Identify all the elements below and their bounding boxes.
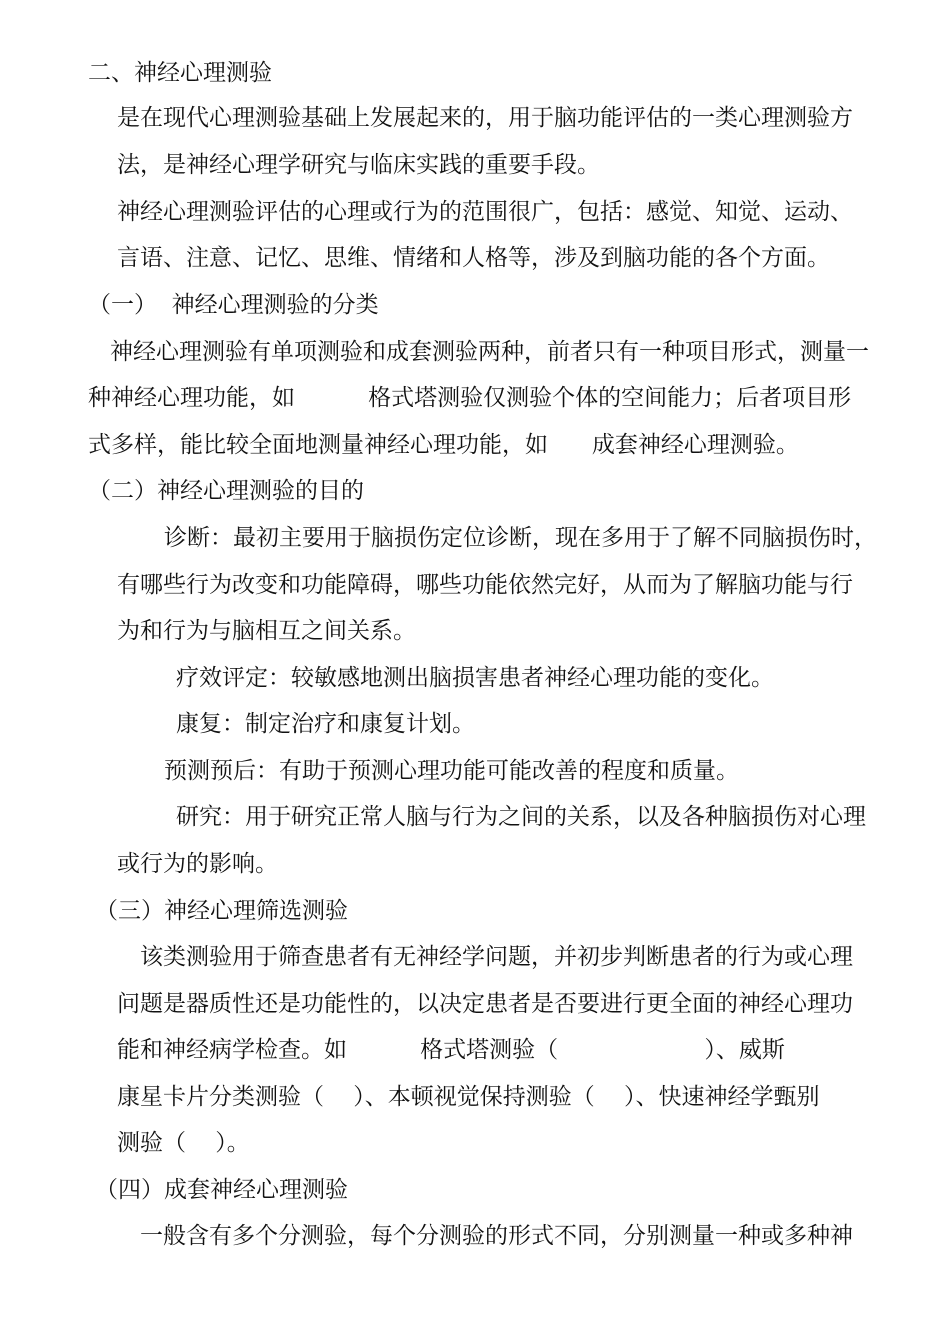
purpose-diagnosis-line-2: 有哪些行为改变和功能障碍，哪些功能依然完好，从而为了解脑功能与行 (117, 572, 853, 598)
section-title: 二、神经心理测验 (88, 60, 272, 86)
purpose-prognosis: 预测预后：有助于预测心理功能可能改善的程度和质量。 (164, 758, 739, 784)
section-3-line-2: 问题是器质性还是功能性的，以决定患者是否要进行更全面的神经心理功 (117, 991, 853, 1017)
section-1-line-2: 种神经心理功能，如 格式塔测验仅测验个体的空间能力；后者项目形 (88, 385, 852, 411)
section-3-heading: （三）神经心理筛选测验 (95, 898, 348, 924)
section-3-line-4: 康星卡片分类测验（ ）、本顿视觉保持测验（ ）、快速神经学甄别 (117, 1084, 820, 1110)
section-1-line-1: 神经心理测验有单项测验和成套测验两种，前者只有一种项目形式，测量一 (110, 339, 869, 365)
intro-line-2: 法，是神经心理学研究与临床实践的重要手段。 (117, 152, 600, 178)
section-3-line-5: 测验（ ）。 (117, 1130, 250, 1156)
purpose-rehab: 康复：制定治疗和康复计划。 (176, 711, 475, 737)
section-3-line-1: 该类测验用于筛查患者有无神经学问题，并初步判断患者的行为或心理 (140, 944, 853, 970)
purpose-diagnosis-line-3: 为和行为与脑相互之间关系。 (117, 618, 416, 644)
section-1-heading: （一） 神经心理测验的分类 (88, 292, 379, 318)
section-2-heading: （二）神经心理测验的目的 (88, 478, 364, 504)
section-4-line-1: 一般含有多个分测验，每个分测验的形式不同，分别测量一种或多种神 (140, 1223, 853, 1249)
purpose-research-line-1: 研究：用于研究正常人脑与行为之间的关系，以及各种脑损伤对心理 (176, 804, 866, 830)
section-3-line-3: 能和神经病学检查。如 格式塔测验（ ）、威斯 (117, 1037, 785, 1063)
section-4-heading: （四）成套神经心理测验 (95, 1177, 348, 1203)
intro-line-4: 言语、注意、记忆、思维、情绪和人格等，涉及到脑功能的各个方面。 (117, 245, 830, 271)
section-1-line-3: 式多样，能比较全面地测量神经心理功能，如 成套神经心理测验。 (88, 432, 799, 458)
intro-line-3: 神经心理测验评估的心理或行为的范围很广，包括：感觉、知觉、运动、 (117, 199, 853, 225)
intro-line-1: 是在现代心理测验基础上发展起来的，用于脑功能评估的一类心理测验方 (117, 105, 853, 131)
purpose-efficacy: 疗效评定：较敏感地测出脑损害患者神经心理功能的变化。 (176, 665, 774, 691)
purpose-diagnosis-line-1: 诊断：最初主要用于脑损伤定位诊断，现在多用于了解不同脑损伤时， (164, 525, 877, 551)
purpose-research-line-2: 或行为的影响。 (117, 851, 278, 877)
